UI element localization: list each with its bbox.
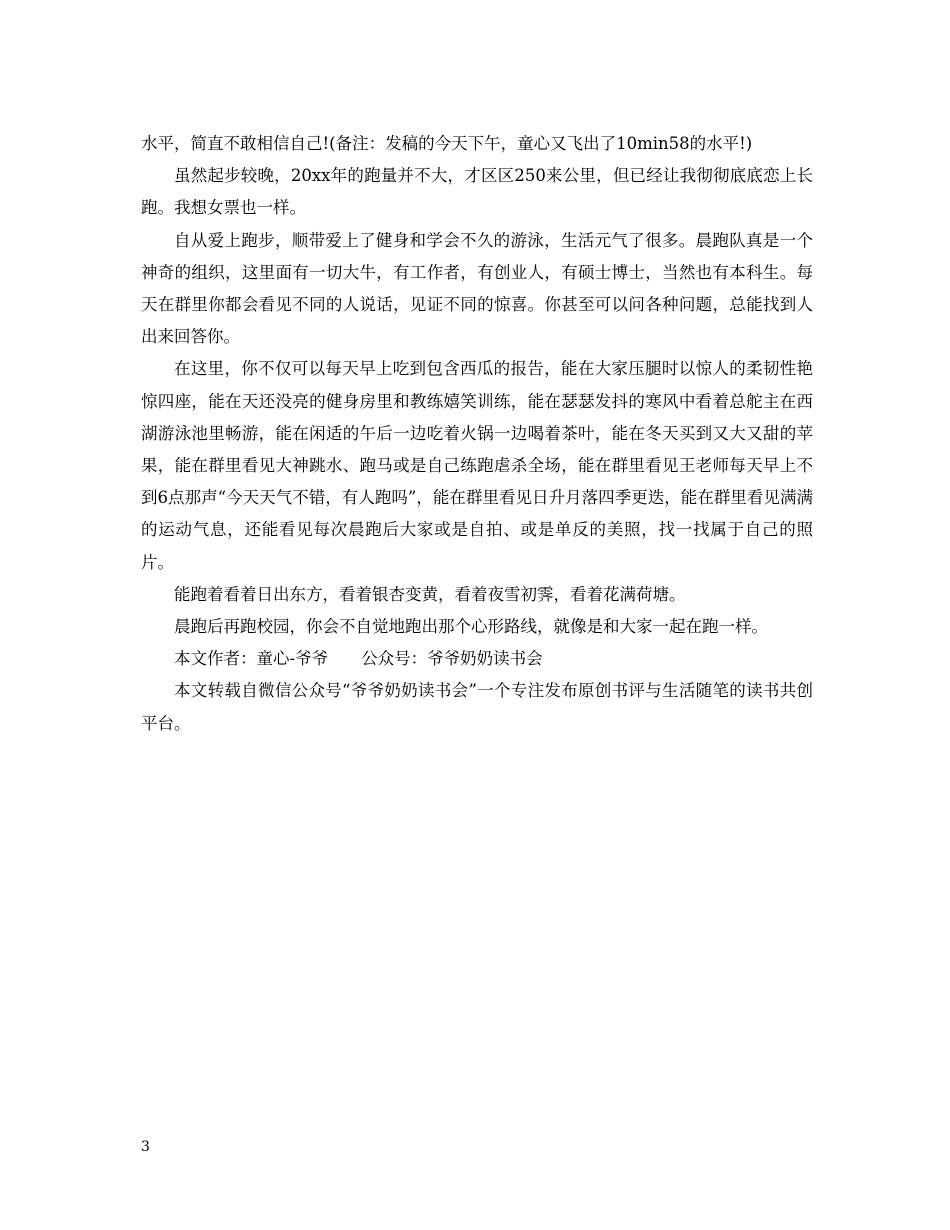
- paragraph-continuation: 水平，简直不敢相信自己!(备注：发稿的今天下午，童心又飞出了10min58的水平!): [141, 134, 753, 153]
- paragraph: 自从爱上跑步，顺带爱上了健身和学会不久的游泳，生活元气了很多。晨跑队真是一个神奇的组织，这里面有一切大牛，有工作者，有创业人，有硕士博士，当然也有本科生。每天在群里你都会看见不同的人说话，见证不同的惊喜。你甚至可以问各种问题，总能找到人出来回答你。: [141, 230, 813, 347]
- paragraph: 在这里，你不仅可以每天早上吃到包含西瓜的报告，能在大家压腿时以惊人的柔韧性艳惊四座，能在天还没亮的健身房里和教练嬉笑训练，能在瑟瑟发抖的寒风中看着总舵主在西湖游泳池里畅游，能在闲适的午后一边吃着火锅一边喝着茶叶，能在冬天买到又大又甜的苹果，能在群里看见大神跳水、跑马或是自己练跑虐杀全场，能在群里看见王老师每天早上不到6点那声“今天天气不错，有人跑吗”，能在群里看见日升月落四季更迭，能在群里看见满满的运动气息，还能看见每次晨跑后大家或是自拍、或是单反的美照，找一找属于自己的照片。: [141, 359, 813, 572]
- page-number: 3: [141, 1139, 150, 1155]
- paragraph: 虽然起步较晚，20xx年的跑量并不大，才区区250来公里，但已经让我彻彻底底恋上长跑。我想女票也一样。: [141, 166, 813, 218]
- paragraph: 能跑着看着日出东方，看着银杏变黄，看着夜雪初霁，看着花满荷塘。: [174, 584, 686, 604]
- document-body: [141, 128, 813, 740]
- paragraph: 晨跑后再跑校园，你会不自觉地跑出那个心形路线，就像是和大家一起在跑一样。: [174, 617, 768, 637]
- source-note: 本文转载自微信公众号“爷爷奶奶读书会”一个专注发布原创书评与生活随笔的读书共创平台。: [141, 681, 813, 733]
- author-line: 本文作者：童心-爷爷 公众号：爷爷奶奶读书会: [174, 649, 543, 669]
